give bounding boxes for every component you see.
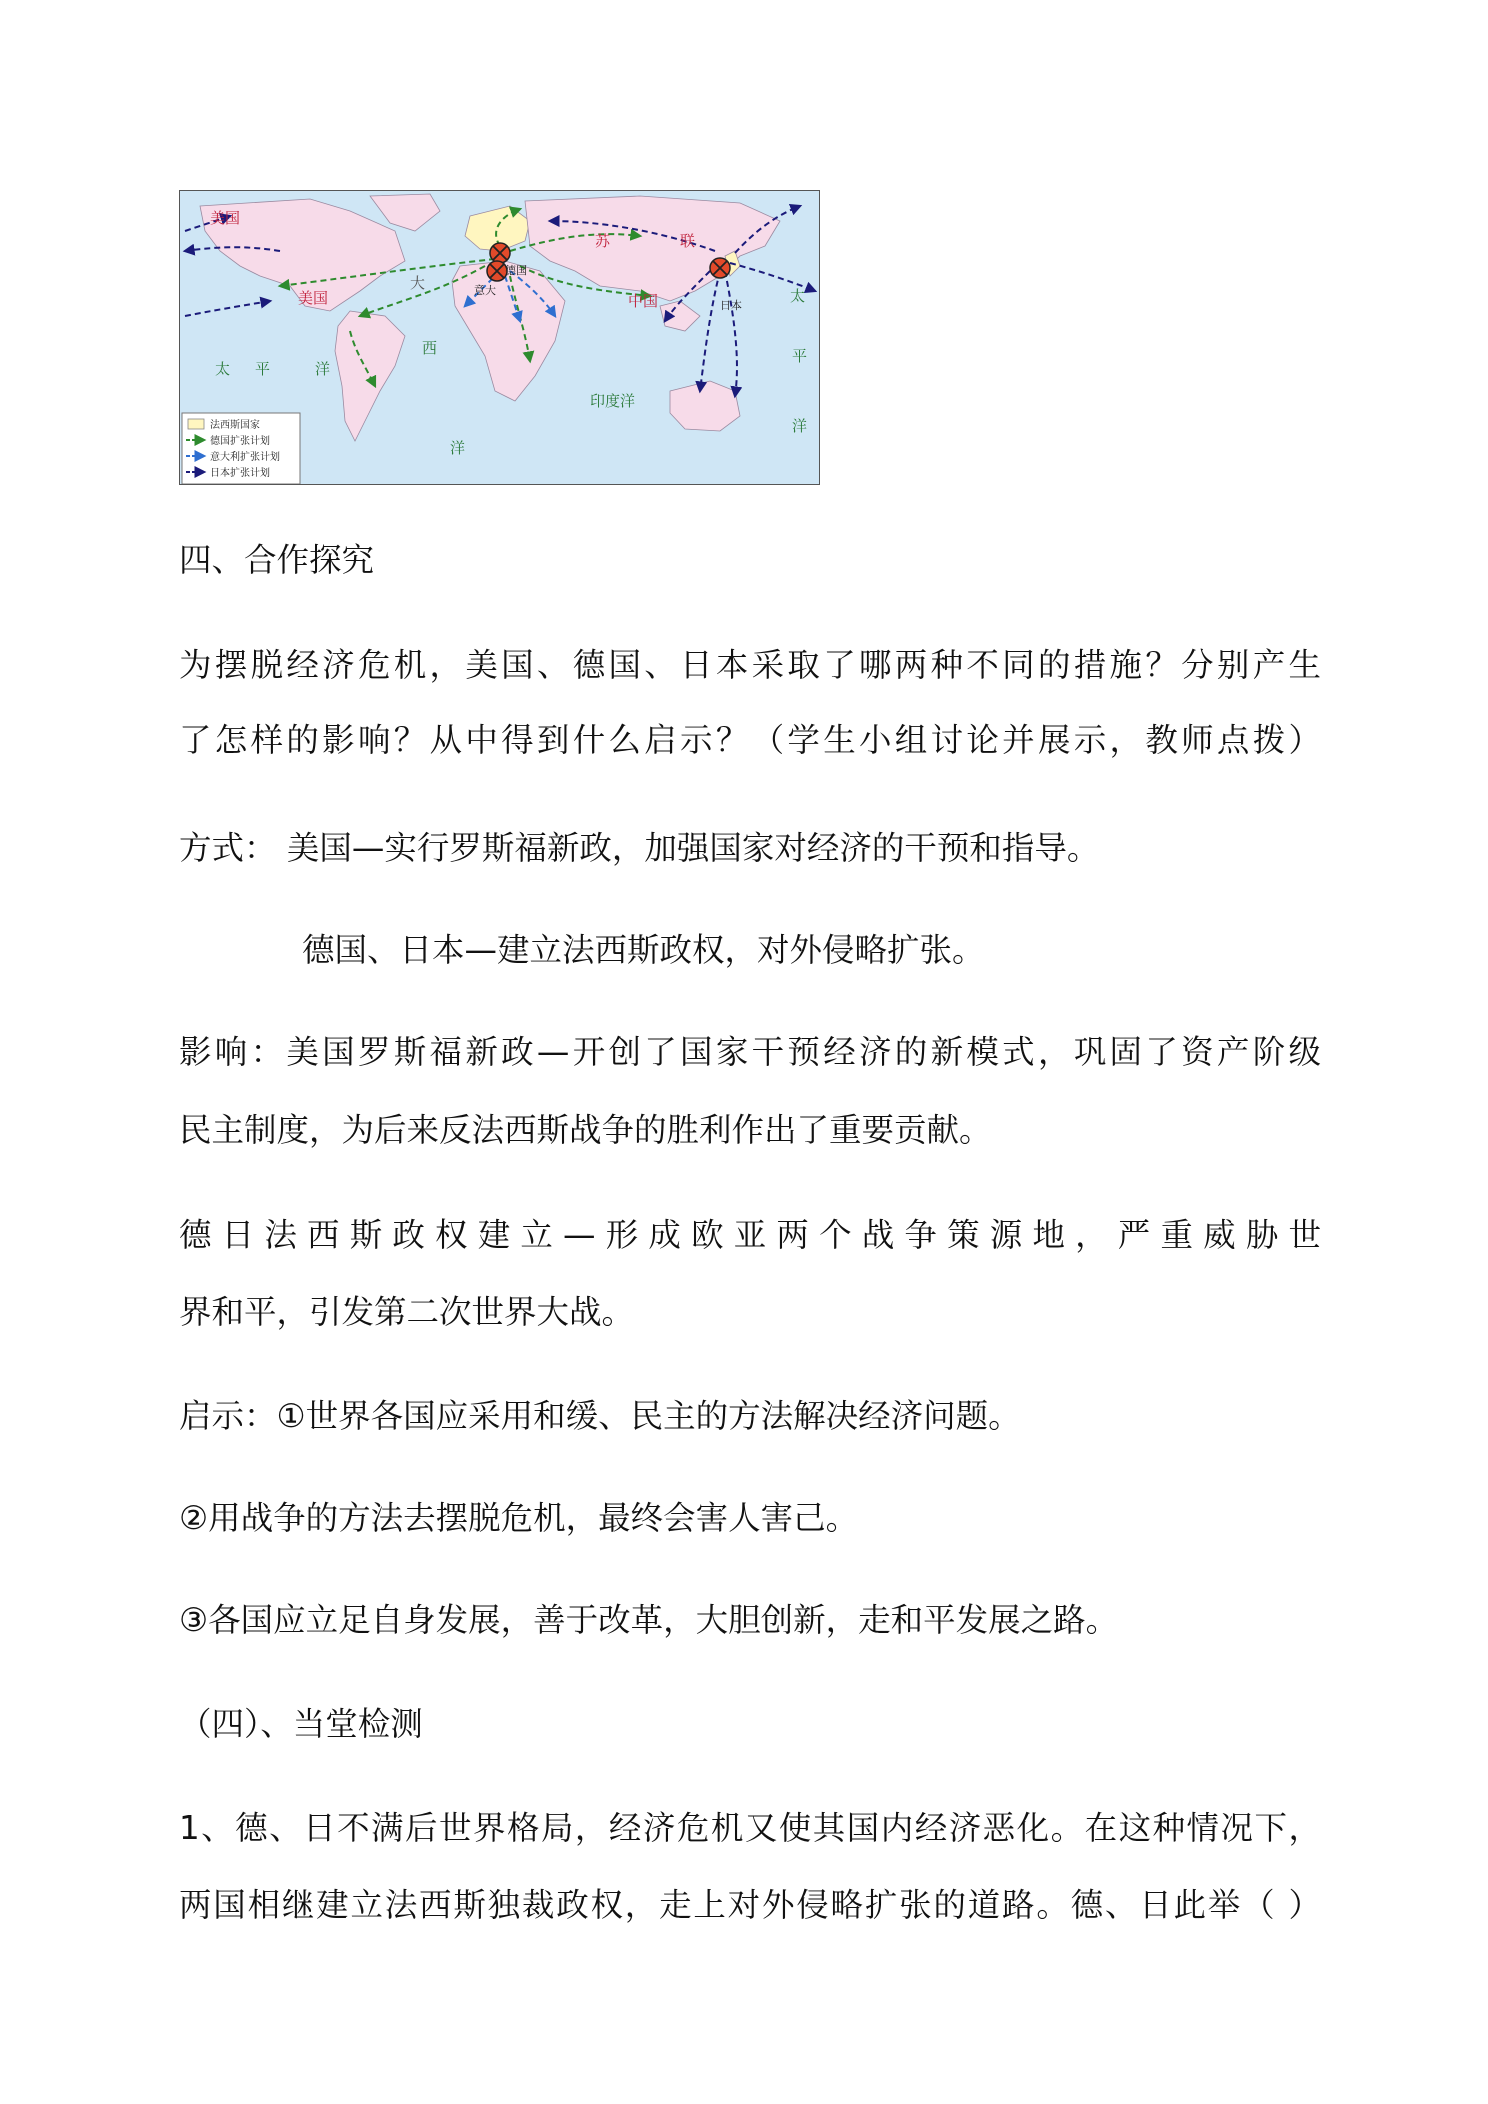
label-italy: 意大 xyxy=(474,284,496,297)
label-xi: 西 xyxy=(422,339,438,357)
label-yang: 洋 xyxy=(450,439,466,457)
question-line-2: 了怎样的影响？从中得到什么启示？（学生小组讨论并展示，教师点拨） xyxy=(179,721,1321,759)
world-map-svg xyxy=(180,191,820,485)
italy-marker xyxy=(487,261,507,281)
impact-us-line-1: 影响：美国罗斯福新政—开创了国家干预经济的新模式，巩固了资产阶级 xyxy=(179,1033,1321,1071)
methods-line-1: 方式： 美国—实行罗斯福新政，加强国家对经济的干预和指导。 xyxy=(179,829,1100,867)
test-heading: （四）、当堂检测 xyxy=(179,1705,423,1743)
label-ussr-2: 联 xyxy=(680,232,696,250)
section-heading: 四、合作探究 xyxy=(179,541,375,579)
germany-marker xyxy=(490,243,510,263)
label-usa-south: 美国 xyxy=(298,289,329,307)
australia xyxy=(670,381,740,431)
label-taiping-2: 平 xyxy=(255,360,271,378)
label-taiping-3: 洋 xyxy=(315,360,331,378)
impact-de-line-1: 德日法西斯政权建立—形成欧亚两个战争策源地，严重威胁世 xyxy=(179,1216,1321,1254)
q1-line-1: 1、德、日不满后世界格局，经济危机又使其国内经济恶化。在这种情况下， xyxy=(179,1809,1321,1847)
label-right-yang: 洋 xyxy=(792,417,808,435)
label-usa-north: 美国 xyxy=(210,209,241,227)
label-ussr-1: 苏 xyxy=(595,232,611,250)
question-line-1: 为摆脱经济危机，美国、德国、日本采取了哪两种不同的措施？分别产生 xyxy=(179,646,1321,684)
label-taiping-1: 太 xyxy=(215,360,231,378)
label-indian-ocean: 印度洋 xyxy=(590,392,636,410)
world-map-figure xyxy=(179,190,820,485)
impact-de-line-2: 界和平，引发第二次世界大战。 xyxy=(179,1293,635,1331)
label-china: 中国 xyxy=(628,292,659,310)
japan-marker xyxy=(710,258,730,278)
inspiration-line-2: ②用战争的方法去摆脱危机，最终会害人害己。 xyxy=(179,1499,859,1537)
label-right-tai: 太 xyxy=(790,287,806,305)
label-germany: 德国 xyxy=(505,264,527,277)
map-legend xyxy=(182,413,300,484)
methods-line-2: 德国、日本—建立法西斯政权，对外侵略扩张。 xyxy=(302,931,985,969)
inspiration-line-1: 启示：①世界各国应采用和缓、民主的方法解决经济问题。 xyxy=(179,1397,1021,1435)
label-right-ping: 平 xyxy=(792,347,808,365)
impact-us-line-2: 民主制度，为后来反法西斯战争的胜利作出了重要贡献。 xyxy=(179,1111,992,1149)
legend-italy-label: 意大利扩张计划 xyxy=(210,452,280,463)
q1-line-2: 两国相继建立法西斯独裁政权，走上对外侵略扩张的道路。德、日此举（ ） xyxy=(179,1886,1321,1924)
legend-japan-label: 日本扩张计划 xyxy=(210,468,270,479)
label-da: 大 xyxy=(410,274,426,292)
inspiration-line-3: ③各国应立足自身发展，善于改革，大胆创新，走和平发展之路。 xyxy=(179,1601,1119,1639)
legend-fascist-label: 法西斯国家 xyxy=(210,420,260,431)
legend-germany-label: 德国扩张计划 xyxy=(210,436,270,447)
legend-fascist-swatch xyxy=(188,419,204,429)
label-japan: 日本 xyxy=(720,299,742,312)
